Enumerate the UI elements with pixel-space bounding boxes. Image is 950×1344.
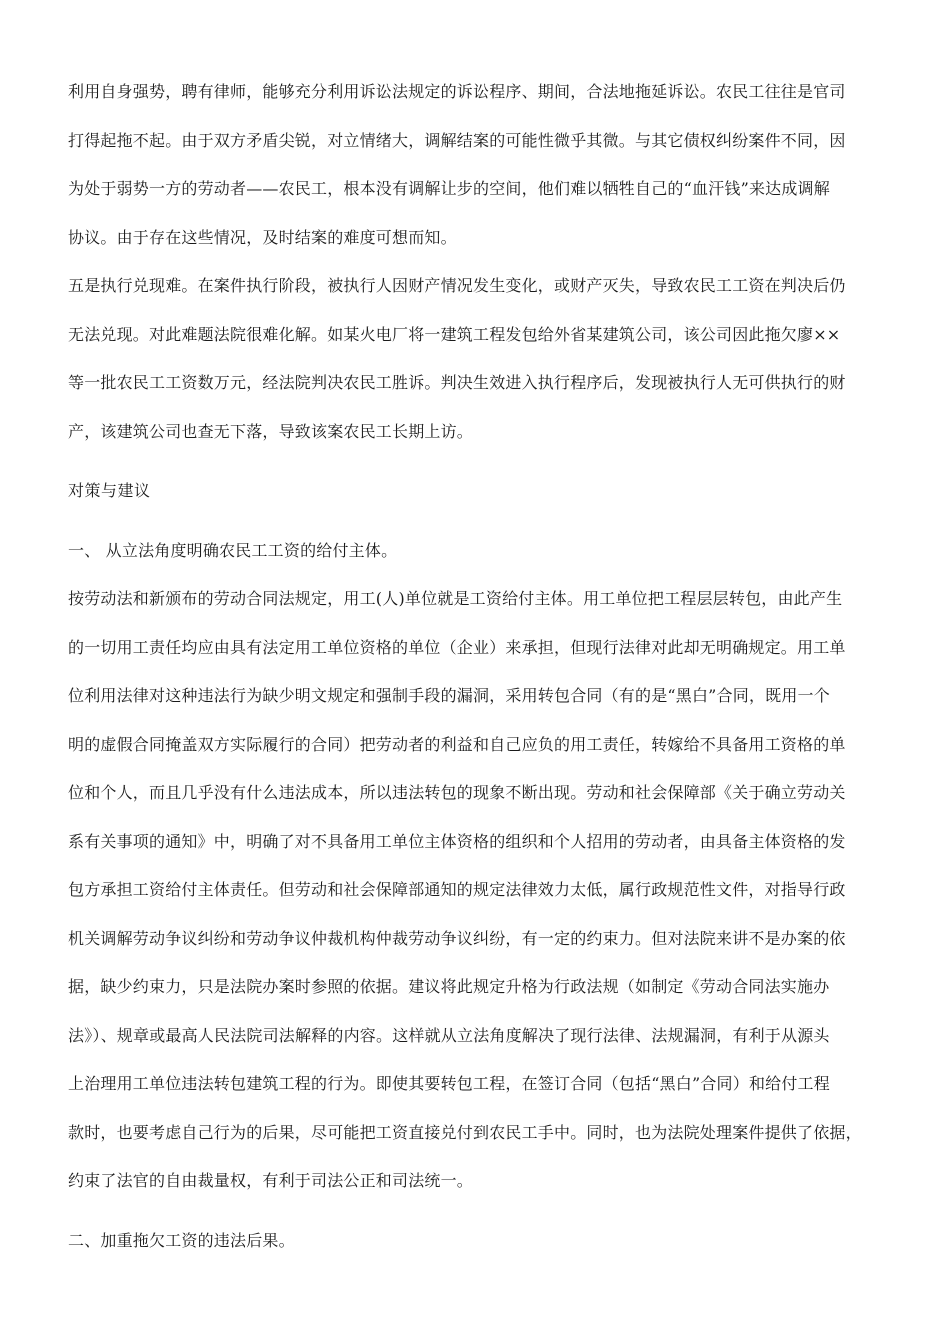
- section-heading: 对策与建议: [68, 481, 151, 500]
- paragraph-litigation-delay: [68, 68, 884, 262]
- text-line: 为处于弱势一方的劳动者——农民工，根本没有调解让步的空间，他们难以牺牲自己的“血汗钱”来达成调解: [68, 179, 830, 198]
- text-line: 位利用法律对这种违法行为缺少明文规定和强制手段的漏洞，采用转包合同（有的是“黑白”合同，既用一个: [68, 686, 830, 705]
- subheading-penalties: [68, 1217, 884, 1266]
- text-line: 据，缺少约束力，只是法院办案时参照的依据。建议将此规定升格为行政法规（如制定《劳动合同法实施办: [68, 977, 830, 996]
- text-line: 系有关事项的通知》中，明确了对不具备用工单位主体资格的组织和个人招用的劳动者，由具备主体资格的发: [68, 831, 846, 851]
- text-line: 打得起拖不起。由于双方矛盾尖锐，对立情绪大，调解结案的可能性微乎其微。与其它债权纠纷案件不同，因: [68, 130, 846, 150]
- text-line: 法》）、规章或最高人民法院司法解释的内容。这样就从立法角度解决了现行法律、法规漏洞，有利于从源头: [68, 1025, 830, 1045]
- text-line: 明的虚假合同掩盖双方实际履行的合同）把劳动者的利益和自己应负的用工责任，转嫁给不具备用工资格的单: [68, 734, 846, 754]
- text-line: 五是执行兑现难。在案件执行阶段，被执行人因财产情况发生变化，或财产灭失，导致农民工工资在判决后仍: [68, 276, 846, 295]
- text-line: 无法兑现。对此难题法院很难化解。如某火电厂将一建筑工程发包给外省某建筑公司，该公司因此拖欠廖××: [68, 324, 841, 344]
- text-line: 的一切用工责任均应由具有法定用工单位资格的单位（企业）来承担，但现行法律对此却无明确规定。用工单: [68, 637, 846, 657]
- text-line: 协议。由于存在这些情况，及时结案的难度可想而知。: [68, 227, 457, 247]
- text-line: 等一批农民工工资数万元，经法院判决农民工胜诉。判决生效进入执行程序后，发现被执行人无可供执行的财: [68, 373, 846, 392]
- subheading-payment-subject: [68, 527, 884, 576]
- text-line: 利用自身强势，聘有律师，能够充分利用诉讼法规定的诉讼程序、期间，合法地拖延诉讼。农民工往往是官司: [68, 82, 846, 101]
- section-heading-countermeasures: [68, 467, 884, 516]
- subheading: 二、加重拖欠工资的违法后果。: [68, 1230, 295, 1250]
- text-line: 按劳动法和新颁布的劳动合同法规定，用工(人)单位就是工资给付主体。用工单位把工程层层转包，由此产生: [68, 589, 843, 608]
- text-line: 机关调解劳动争议纠纷和劳动争议仲裁机构仲裁劳动争议纠纷，有一定的约束力。但对法院来讲不是办案的依: [68, 928, 846, 948]
- spacer: [68, 1206, 884, 1217]
- text-line: 位和个人，而且几乎没有什么违法成本，所以违法转包的现象不断出现。劳动和社会保障部《关于确立劳动关: [68, 783, 846, 802]
- paragraph-legislation: [68, 575, 884, 1206]
- document-page: [68, 68, 884, 1265]
- subheading: 一、 从立法角度明确农民工工资的给付主体。: [68, 540, 398, 560]
- text-line: 款时，也要考虑自己行为的后果，尽可能把工资直接兑付到农民工手中。同时，也为法院处理案件提供了依据，: [68, 1122, 862, 1142]
- text-line: 包方承担工资给付主体责任。但劳动和社会保障部通知的规定法律效力太低，属行政规范性文件，对指导行政: [68, 880, 846, 899]
- paragraph-enforcement-difficulty: [68, 262, 884, 456]
- spacer: [68, 516, 884, 527]
- text-line: 上治理用工单位违法转包建筑工程的行为。即使其要转包工程，在签订合同（包括“黑白”合同）和给付工程: [68, 1074, 830, 1093]
- spacer: [68, 456, 884, 467]
- text-line: 约束了法官的自由裁量权，有利于司法公正和司法统一。: [68, 1171, 474, 1190]
- text-line: 产，该建筑公司也查无下落，导致该案农民工长期上访。: [68, 421, 474, 441]
